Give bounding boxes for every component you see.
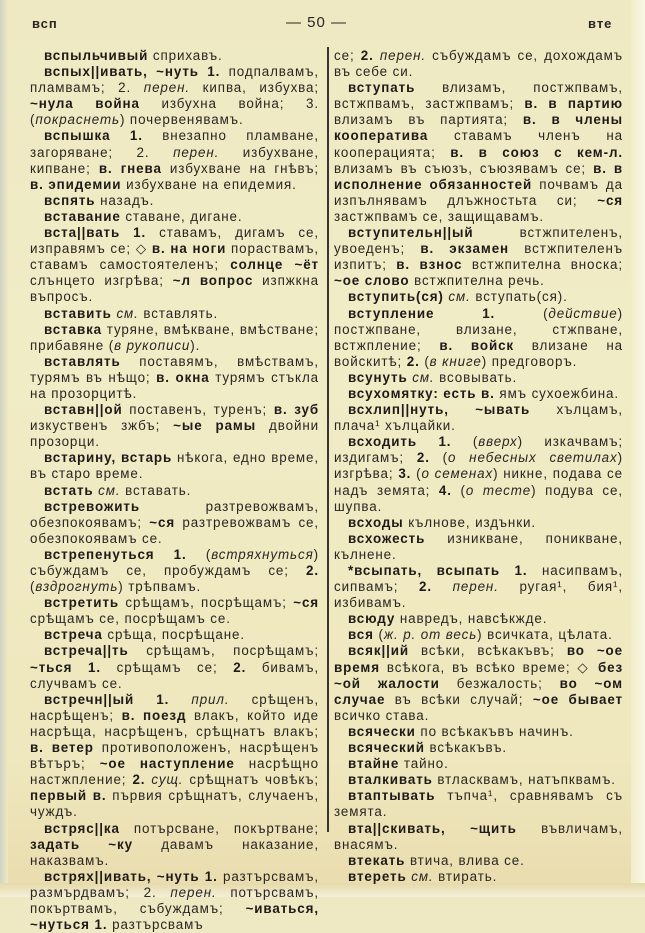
translation: насипвамъ, сипвамъ; [334, 563, 623, 595]
dictionary-entry [30, 450, 319, 482]
headword: вспышка 1. [44, 128, 143, 144]
dictionary-entry [334, 611, 623, 627]
dictionary-entry [30, 64, 319, 128]
headword: в. экзамен [420, 241, 510, 257]
label-italic: перен. [452, 579, 499, 595]
dictionary-entry [334, 869, 623, 885]
translation: ) трѣпвамъ. [118, 579, 202, 595]
translation: ) предговоръ. [481, 353, 578, 369]
translation: избухване, кипване; [30, 144, 320, 176]
translation: ) събуждамъ се, пробуждамъ се; [30, 546, 319, 578]
dictionary-entry [30, 402, 319, 450]
headword: ~ое наступление [99, 756, 235, 772]
headword: в. поезд [121, 707, 187, 723]
headword: всухомятку: есть в. [348, 385, 495, 401]
translation: ( [543, 305, 549, 321]
headword: всяческий [348, 740, 425, 756]
translation: изкуственъ зжбъ; [30, 418, 161, 434]
translation: тайно. [403, 756, 449, 772]
label-italic: в книге [429, 353, 482, 369]
label-italic: действие [548, 305, 618, 321]
headword: ~иваться, ~нуться 1. [30, 900, 319, 933]
dictionary-entry [30, 821, 319, 869]
translation: поставенъ, туренъ; [129, 402, 268, 418]
translation: нѣкога, едно време, въ старо време. [30, 450, 319, 482]
dictionary-entry [30, 225, 319, 305]
translation: навредъ, навсѣкжде. [399, 611, 548, 627]
dictionary-entry [334, 627, 623, 643]
headword: вступительн||ый [348, 225, 474, 241]
label-italic: покраснеть [35, 112, 120, 128]
headword: вся [348, 627, 374, 643]
headword: в. в члены кооператива [334, 112, 623, 144]
headword: всходить 1. [348, 434, 452, 450]
headword: вспыльчивый [44, 48, 149, 63]
translation: поставямъ, вмѣствамъ, турямъ въ нѣщо; [30, 353, 319, 385]
translation: тъпча¹, сравнявамъ съ земята. [334, 788, 623, 820]
translation: избухна война; 3. ( [30, 96, 319, 128]
headword: задать ~ку [30, 836, 133, 852]
headword: вста||вать 1. [44, 225, 147, 241]
headword: встречн||ый 1. [44, 691, 170, 707]
headword: встряс||ка [44, 820, 120, 836]
translation: почвамъ да изпълнявамъ длъжностьта си; [334, 176, 623, 208]
headword: вступление 1. [348, 305, 496, 321]
page-edge-left [0, 0, 8, 897]
label-italic: см. [448, 289, 471, 305]
label-italic: о семенах [421, 466, 494, 482]
dictionary-entry [334, 80, 623, 225]
translation: ) подува се, шупва. [334, 482, 623, 514]
headword: в. войск [439, 337, 515, 353]
headword: первый в. [30, 788, 107, 804]
label-italic: см. [411, 868, 434, 884]
translation: ( [460, 482, 466, 498]
translation: пораствамъ, ставамъ самостоятеленъ; [30, 241, 320, 273]
dictionary-entry [30, 354, 319, 402]
headword: ~ые рамы [173, 418, 257, 434]
dictionary-entry [334, 515, 623, 531]
dictionary-entry [30, 627, 319, 643]
dictionary-entry [334, 643, 623, 723]
headword: вступить(ся) [348, 289, 444, 305]
label-italic: прил. [191, 691, 230, 707]
translation: първия срѣщнатъ, случаенъ, чуждъ. [30, 788, 320, 820]
dictionary-entry [334, 306, 623, 370]
dictionary-entry [30, 547, 319, 595]
dictionary-entry [30, 483, 319, 499]
label-italic: перен. [170, 884, 217, 900]
translation: въвличамъ, внасямъ. [334, 820, 623, 852]
headword: втайне [348, 756, 400, 772]
headword: всюду [348, 611, 396, 627]
dictionary-entry [334, 386, 623, 402]
translation: втирать. [438, 868, 498, 884]
headword: во ~ое время [334, 643, 623, 675]
translation: ) почервенявамъ. [119, 112, 244, 128]
headword: вставание [44, 208, 121, 224]
headword: всхлип||нуть, ~ывать [348, 402, 531, 418]
translation: ставане, дигане. [125, 208, 243, 224]
headword: в. в партию [524, 96, 623, 112]
headword: втекать [348, 852, 406, 868]
dictionary-entry [334, 531, 623, 563]
label-italic: см. [116, 305, 139, 321]
headword: в. эпидемии [30, 176, 122, 192]
headword: встать [44, 482, 94, 498]
dictionary-entry [334, 821, 623, 853]
translation: встжпителенъ, увоеденъ; [334, 225, 623, 257]
dictionary-entry [334, 772, 623, 788]
dictionary-entry [334, 48, 623, 80]
headword: вставлять [44, 353, 121, 369]
dictionary-entry [30, 193, 319, 209]
label-italic: о тесте [465, 482, 532, 498]
translation: ( [442, 450, 449, 466]
column-divider [327, 47, 329, 832]
translation: ) всичката, цѣлата. [477, 627, 613, 643]
headword: вставн||ой [44, 402, 123, 418]
headword: втереть [348, 868, 407, 884]
translation: ямъ сухоежбина. [499, 385, 619, 401]
dictionary-entry [30, 499, 319, 547]
translation: всовывать. [439, 369, 518, 385]
headword: ~ся [149, 514, 176, 530]
translation: встжпителенъ изпитъ; [334, 241, 624, 273]
dictionary-entry [334, 724, 623, 740]
translation: ) никне, подава се надъ земята; [334, 466, 623, 498]
translation: ( [424, 353, 430, 369]
dictionary-entry [30, 692, 319, 821]
headword: встретить [44, 595, 120, 611]
dictionary-entry [30, 209, 319, 225]
translation: хълцамъ, плача¹ хълцайки. [334, 402, 623, 434]
translation: встжпителна вноска; [471, 257, 623, 273]
translation: влакъ, който иде насрѣща, насрѣщенъ, срѣщнатъ влакъ; [30, 707, 320, 739]
headword: в. взнос [396, 257, 463, 273]
dictionary-entry [30, 869, 319, 933]
translation: ( [378, 627, 384, 643]
headword: всяк||ий [348, 643, 410, 659]
dictionary-entry [30, 322, 319, 354]
translation: влизамъ въ партията; [334, 112, 509, 128]
translation: потърсване, покъртване; [133, 820, 319, 836]
translation: ( [416, 466, 422, 482]
headword: 3. [398, 466, 412, 482]
translation: ) постжпване, влизане, стжпване, встжпление; [334, 305, 624, 353]
translation: бивамъ, случвамъ се. [30, 659, 319, 691]
label-italic: сущ. [151, 772, 184, 788]
translation: всѣкакъвъ. [429, 740, 507, 756]
headword: вспять [44, 192, 96, 208]
headword: встарину, встарь [44, 450, 173, 466]
translation: ругая¹, бия¹, избивамъ. [334, 579, 623, 611]
translation: срѣщамъ, посрѣщамъ; [125, 595, 287, 611]
dictionary-entry [334, 788, 623, 820]
headword: всунуть [348, 369, 408, 385]
headword: вталкивать [348, 772, 433, 788]
translation: давамъ наказание, наказвамъ. [30, 836, 319, 868]
label-italic: см. [98, 482, 121, 498]
translation: всичко става. [334, 707, 430, 723]
dictionary-entry [334, 370, 623, 386]
headword: 2. [416, 450, 430, 466]
dictionary-entry [334, 289, 623, 305]
headword: солнце ~ёт [230, 257, 319, 273]
headword: без ~ой жалости [334, 659, 624, 691]
translation: ставамъ, дигамъ се, изправямъ се; ◇ [30, 225, 319, 257]
translation: противоположенъ, насрѣщенъ вѣтъръ; [30, 740, 319, 772]
translation: се; [334, 48, 355, 63]
translation: туряне, вмѣкване, вмѣстване; прибавяне ( [30, 321, 319, 353]
running-head-left: всп [32, 16, 58, 31]
headword: ~нула война [30, 96, 140, 112]
translation: срѣщамъ се, посрѣщамъ се. [30, 611, 231, 627]
label-italic: перен. [173, 144, 220, 160]
headword: ~л вопрос [172, 273, 254, 289]
translation: разтърсвамъ [112, 917, 204, 933]
label-italic: встряхнуться [211, 546, 314, 562]
translation: безжалость; [456, 675, 543, 691]
headword: ~ся [293, 595, 320, 611]
translation: срѣщамъ се; [116, 659, 218, 675]
headword: вспых||ивать, ~нуть 1. [44, 64, 221, 80]
translation: турямъ стъкла на прозорцитѣ. [30, 369, 320, 401]
label-italic: перен. [379, 48, 427, 63]
translation: всѣки, всѣкакъвъ; [421, 643, 555, 659]
translation: всѣкога, въ всѣко време; ◇ [386, 659, 591, 675]
translation: ставамъ членъ на кооперацията; [334, 128, 623, 160]
headword: всхожесть [348, 530, 426, 546]
label-italic: вздрогнуть [35, 579, 119, 595]
headword: встрях||ивать, ~нуть 1. [44, 868, 218, 884]
headword: ~ое слово [334, 273, 410, 289]
headword: в. гнева [98, 160, 162, 176]
headword: 2. [233, 659, 247, 675]
headword: 4. [438, 482, 452, 498]
headword: ~ться 1. [30, 659, 101, 675]
translation: по всѣкакъвъ начинъ. [420, 723, 574, 739]
headword: ~ое бывает [532, 691, 623, 707]
right-column [334, 48, 623, 885]
translation: избухване на гнѣвъ; [169, 160, 319, 176]
headword: всходы [348, 514, 404, 530]
headword: встревожить [44, 498, 141, 514]
translation: срѣщамъ, посрѣщамъ; [146, 643, 319, 659]
translation: събуждамъ се, дохождамъ въ себе си. [334, 48, 624, 80]
label-italic: о небесных светилах [448, 450, 618, 466]
dictionary-entry [334, 853, 623, 869]
translation: насрѣщно настжпление; [30, 756, 320, 788]
dictionary-entry [334, 740, 623, 756]
dictionary-entry [334, 756, 623, 772]
translation: ( [30, 579, 36, 595]
headword: вставить [44, 305, 112, 321]
translation: подпалвамъ, пламвамъ; 2. [30, 64, 319, 96]
headword: ~ся [597, 192, 623, 208]
headword: в. зуб [273, 402, 319, 418]
dictionary-entry [30, 643, 319, 691]
translation: въ всѣки случай; [394, 691, 524, 707]
translation: втича, влива се. [409, 852, 525, 868]
headword: в. в исполнение обязанностей [334, 160, 623, 192]
translation: избухване на епидемия. [126, 176, 297, 192]
translation: встжпителна речь. [414, 273, 545, 289]
translation: влизамъ, постжпвамъ, встжпвамъ, застжпвамъ; [334, 80, 623, 112]
translation: срѣщенъ, насрѣщенъ; [30, 691, 319, 723]
translation: ( [205, 546, 212, 562]
translation: изпжкна въпросъ. [30, 273, 319, 305]
headword: всячески [348, 723, 416, 739]
translation: влизане на войскитѣ; [334, 337, 623, 369]
headword: 2. [132, 772, 146, 788]
headword: вступать [348, 80, 416, 96]
headword: 2. [306, 563, 319, 578]
headword: 2. [360, 48, 374, 63]
translation: кълнове, издънки. [408, 514, 536, 530]
translation: срѣща, посрѣщане. [107, 627, 245, 643]
translation: вставать. [125, 482, 192, 498]
translation: внезапно пламване, загоряване; 2. [30, 128, 319, 160]
translation: ) изгрѣва; [334, 450, 623, 482]
headword: во ~ом случае [334, 675, 623, 707]
translation: разтърсвамъ, размърдвамъ; 2. [30, 868, 320, 900]
dictionary-entry [334, 563, 623, 611]
dictionary-entry [334, 225, 623, 289]
running-head-right: вте [588, 16, 613, 31]
label-italic: в рукописи [114, 337, 191, 353]
translation: разтревожвамъ, обезпокоявамъ; [30, 498, 319, 530]
label-italic: см. [412, 369, 435, 385]
translation: втласквамъ, натъпквамъ. [437, 772, 616, 788]
translation: потърсвамъ, покъртвамъ, събуждамъ; [30, 884, 319, 916]
dictionary-entry [30, 595, 319, 627]
headword: встрепенуться 1. [44, 546, 187, 562]
headword: в. ветер [30, 740, 94, 756]
headword: 2. [419, 579, 432, 595]
translation: влизамъ въ съюзъ, съюзявамъ се; [334, 160, 587, 176]
label-italic: перен. [143, 80, 190, 96]
dictionary-entry [334, 402, 623, 434]
headword: вта||скивать, ~щить [348, 820, 517, 836]
translation: срѣщнатъ човѣкъ; [189, 772, 319, 788]
headword: встреча||ть [44, 643, 129, 659]
translation: застжпвамъ се, защищавамъ. [334, 208, 545, 224]
translation: ). [190, 337, 201, 353]
translation: разтревожвамъ се, обезпокоявамъ се. [30, 514, 320, 546]
headword: в. в союз с кем-л. [450, 144, 623, 160]
headword: втаптывать [348, 788, 436, 804]
headword: *всыпать, всыпать 1. [348, 563, 528, 578]
translation: изникване, поникване, кълнене. [334, 530, 623, 562]
translation: вставлять. [143, 305, 219, 321]
page-edge-right [631, 0, 645, 897]
headword: 2. [406, 353, 420, 369]
label-italic: вверх [478, 434, 518, 450]
translation: назадъ. [100, 192, 155, 208]
translation: слънцето изгрѣва; [30, 273, 164, 289]
page-number: — 50 — [286, 14, 348, 31]
left-column [30, 48, 319, 933]
headword: встреча [44, 627, 103, 643]
translation: двойни прозорци. [30, 418, 319, 450]
translation: ) изкачвамъ; издигамъ; [334, 434, 623, 466]
translation: ( [472, 434, 479, 450]
dictionary-entry [30, 48, 319, 64]
dictionary-entry [30, 128, 319, 192]
headword: вставка [44, 321, 103, 337]
translation: кипва, избухва; [202, 80, 319, 96]
dictionary-entry [334, 434, 623, 514]
translation: сприхавъ. [152, 48, 223, 63]
headword: в. окна [156, 369, 210, 385]
dictionary-entry [30, 306, 319, 322]
translation: вступать(ся). [475, 289, 568, 305]
headword: в. на ноги [151, 241, 227, 257]
label-italic: ж. р. от весь [383, 627, 478, 643]
